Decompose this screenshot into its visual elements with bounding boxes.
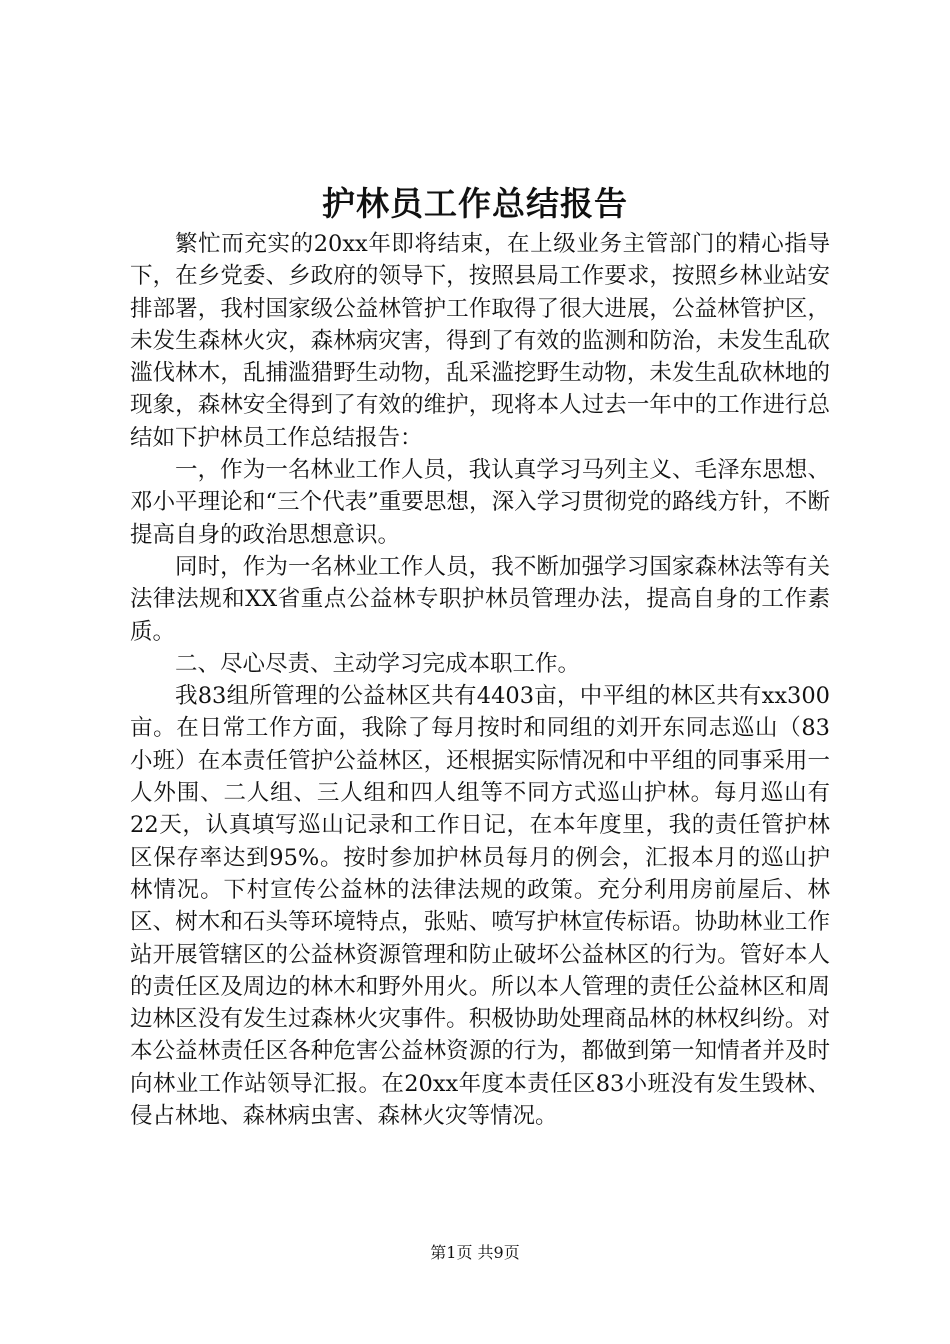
page-footer — [0, 1241, 950, 1265]
page-total: 共9页 — [477, 1243, 520, 1262]
paragraph-study-laws: 同时，作为一名林业工作人员，我不断加强学习国家森林法等有关法律法规和XX省重点公益林专职护林员管理办法，提高自身的工作素质。 — [130, 553, 830, 645]
paragraph-point-one: 一，作为一名林业工作人员，我认真学习马列主义、毛泽东思想、邓小平理论和“三个代表”重要思想，深入学习贯彻党的路线方针，不断提高自身的政治思想意识。 — [130, 457, 830, 548]
document-title: 护林员工作总结报告 — [322, 184, 628, 223]
paragraph-intro: 繁忙而充实的20xx年即将结束，在上级业务主管部门的精心指导下，在乡党委、乡政府的领导下，按照县局工作要求，按照乡林业站安排部署，我村国家级公益林管护工作取得了很大进展，公益林管护区，未发生森林火灾，森林病灾害，得到了有效的监测和防治，未发生乱砍滥伐林木，乱捕滥猎野生动物，乱采滥挖野生动物，未发生乱砍林地的现象，森林安全得到了有效的维护，现将本人过去一年中的工作进行总结如下护林员工作总结报告： — [130, 231, 830, 451]
document-body — [130, 228, 830, 1132]
paragraph-point-two-heading: 二、尽心尽责、主动学习完成本职工作。 — [175, 650, 581, 677]
page-number: 第1页 — [430, 1243, 473, 1262]
paragraph-work-details: 我83组所管理的公益林区共有4403亩，中平组的林区共有xx300亩。在日常工作方面，我除了每月按时和同组的刘开东同志巡山（83小班）在本责任管护公益林区，还根据实际情况和中平组的同事采用一人外围、二人组、三人组和四人组等不同方式巡山护林。每月巡山有22天，认真填写巡山记录和工作日记，在本年度里，我的责任管护林区保存率达到95%。按时参加护林员每月的例会，汇报本月的巡山护林情况。下村宣传公益林的法律法规的政策。充分利用房前屋后、林区、树木和石头等环境特点，张贴、喷写护林宣传标语。协助林业工作站开展管辖区的公益林资源管理和防止破坏公益林区的行为。管好本人的责任区及周边的林木和野外用火。所以本人管理的责任公益林区和周边林区没有发生过森林火灾事件。积极协助处理商品林的林权纠纷。对本公益林责任区各种危害公益林资源的行为，都做到第一知情者并及时向林业工作站领导汇报。在20xx年度本责任区83小班没有发生毁林、侵占林地、森林病虫害、森林火灾等情况。 — [130, 683, 830, 1130]
